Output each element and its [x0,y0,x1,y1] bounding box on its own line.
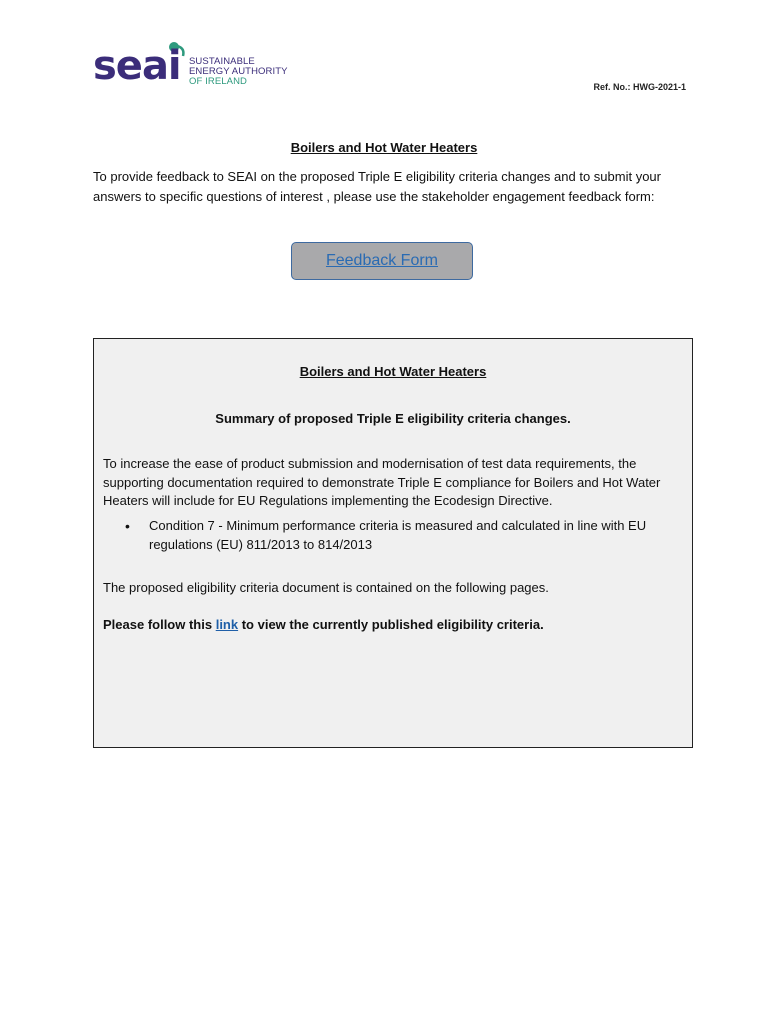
follow-prefix: Please follow this [103,617,216,632]
summary-box [93,338,693,748]
logo-line-3: OF IRELAND [189,76,248,87]
logo-line-1: SUSTAINABLE [189,56,255,67]
follow-suffix: to view the currently published eligibility criteria. [238,617,544,632]
reference-number: Ref. No.: HWG-2021-1 [593,82,686,92]
seai-logo [93,40,293,92]
follow-link-paragraph [103,616,687,635]
summary-title: Boilers and Hot Water Heaters [299,364,487,379]
feedback-form-button[interactable]: Feedback Form [291,242,473,280]
condition-bullet: Condition 7 - Minimum performance criteria is measured and calculated in line with EU regulations (EU) 811/2013 to 814/2013 [149,518,647,552]
bullet-icon: • [125,518,130,534]
logo-line-2: ENERGY AUTHORITY [189,66,288,77]
summary-subtitle: Summary of proposed Triple E eligibility criteria changes. [215,411,571,426]
page-title: Boilers and Hot Water Heaters [290,140,478,155]
eligibility-criteria-link[interactable]: link [215,617,239,632]
logo-wordmark: seai [93,43,181,89]
intro-paragraph: To provide feedback to SEAI on the proposed Triple E eligibility criteria changes and to submit your answers to specific questions of interest , please use the stakeholder engagement feedback form: [93,169,661,204]
summary-paragraph: To increase the ease of product submission and modernisation of test data requirements, the supporting documentation required to demonstrate Triple E compliance for Boilers and Hot Water Heaters will include for EU Regulations implementing the Ecodesign Directive. [103,456,661,508]
proposed-doc-paragraph: The proposed eligibility criteria document is contained on the following pages. [103,580,549,595]
